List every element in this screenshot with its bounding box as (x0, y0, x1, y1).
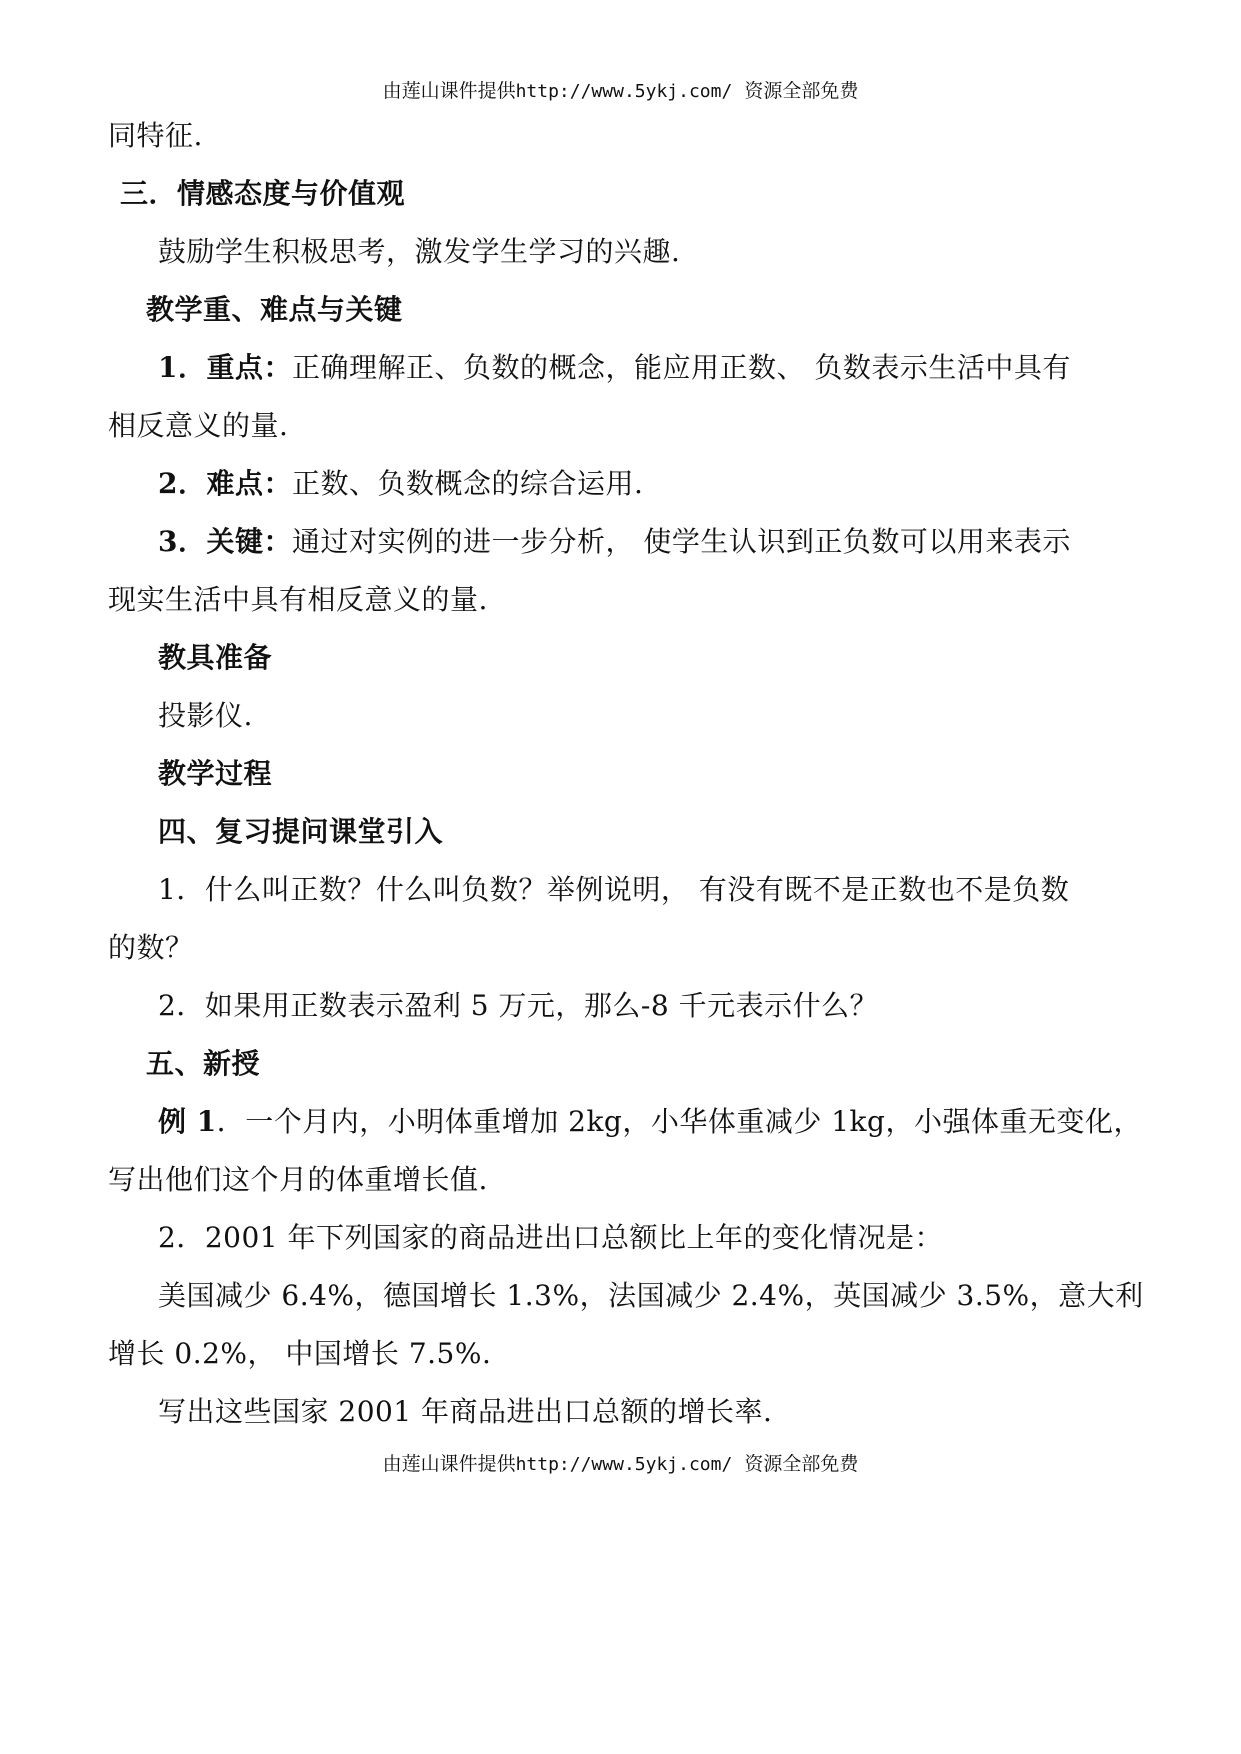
point3-line2: 现实生活中具有相反意义的量. (108, 583, 488, 616)
example1-text: ．一个月内，小明体重增加 2kg，小华体重减少 1kg，小强体重无变化， (216, 1105, 1142, 1138)
footer-suffix: 资源全部免费 (744, 1453, 859, 1475)
footer-prefix: 由莲山课件提供 (382, 1453, 516, 1475)
point2-text: 正数、负数概念的综合运用. (291, 467, 644, 500)
point1-line2: 相反意义的量. (108, 409, 289, 442)
key-points-heading: 教学重、难点与关键 (146, 293, 403, 326)
intro-continuation: 同特征. (108, 119, 203, 152)
question2: 2．如果用正数表示盈利 5 万元，那么-8 千元表示什么？ (158, 989, 879, 1022)
example1-line1 (158, 1104, 1142, 1140)
point1-label: 1．重点： (158, 351, 292, 384)
page-header (0, 79, 1241, 104)
header-url[interactable]: http://www.5ykj.com/ (515, 81, 733, 102)
point3-line1 (158, 524, 1071, 560)
section5-heading: 五、新授 (146, 1047, 261, 1080)
example2-line4: 写出这些国家 2001 年商品进出口总额的增长率. (158, 1395, 773, 1428)
point1-line1 (158, 350, 1071, 386)
section3-text: 鼓励学生积极思考，激发学生学习的兴趣. (158, 235, 681, 268)
section3-heading: 三．情感态度与价值观 (120, 177, 406, 210)
tools-text: 投影仪. (158, 699, 253, 732)
example2-line3: 增长 0.2%， 中国增长 7.5%. (108, 1337, 492, 1370)
question1-line2: 的数？ (108, 931, 194, 964)
point3-label: 3．关键： (158, 525, 292, 558)
tools-heading: 教具准备 (158, 641, 273, 674)
header-suffix: 资源全部免费 (744, 80, 859, 102)
example2-line1: 2．2001 年下列国家的商品进出口总额比上年的变化情况是： (158, 1221, 943, 1254)
point1-text: 正确理解正、负数的概念，能应用正数、 负数表示生活中具有 (291, 351, 1071, 384)
header-prefix: 由莲山课件提供 (382, 80, 516, 102)
example1-line2: 写出他们这个月的体重增长值. (108, 1163, 488, 1196)
point3-text: 通过对实例的进一步分析， 使学生认识到正负数可以用来表示 (291, 525, 1071, 558)
question1-line1: 1．什么叫正数？什么叫负数？举例说明， 有没有既不是正数也不是负数 (158, 873, 1070, 906)
point2-label: 2．难点： (158, 467, 292, 500)
footer-url[interactable]: http://www.5ykj.com/ (515, 1454, 733, 1475)
section4-heading: 四、复习提问课堂引入 (158, 815, 444, 848)
point2-line (158, 466, 643, 502)
page-footer (0, 1452, 1241, 1477)
process-heading: 教学过程 (158, 757, 273, 790)
example2-line2: 美国减少 6.4%，德国增长 1.3%，法国减少 2.4%，英国减少 3.5%，意大利 (158, 1279, 1144, 1312)
example1-label: 例 1 (158, 1105, 217, 1138)
